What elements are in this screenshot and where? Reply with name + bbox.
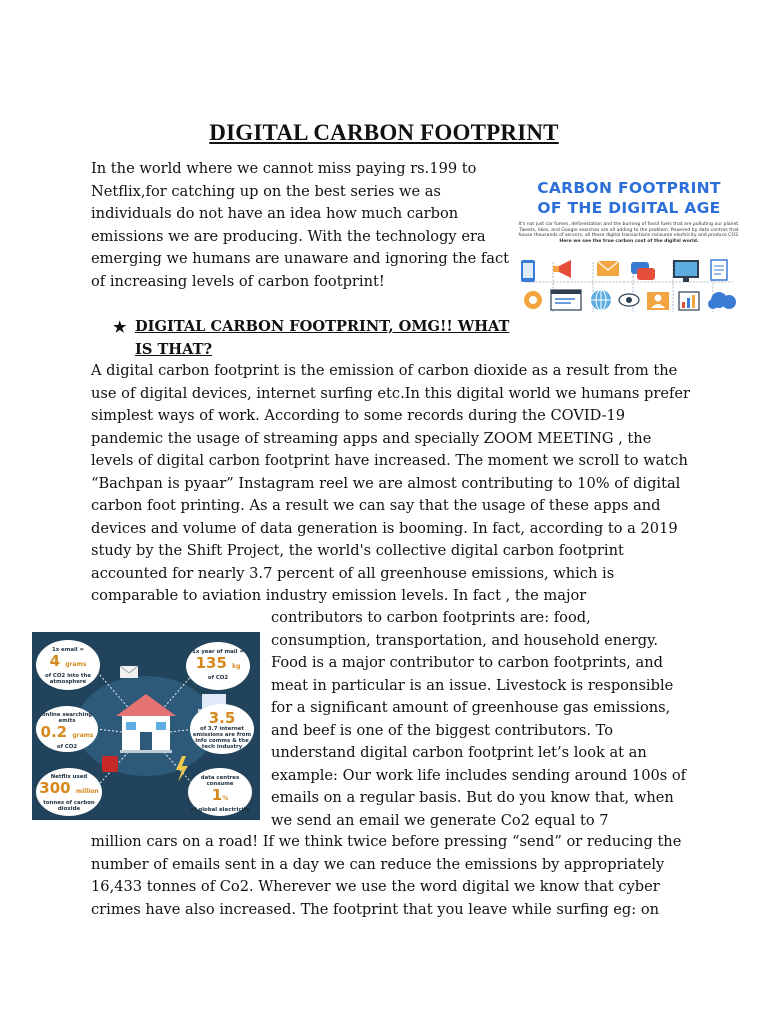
section-heading-text: DIGITAL CARBON FOOTPRINT, OMG!! WHAT IS THAT? [135, 318, 510, 358]
chat-icon [631, 262, 655, 280]
infographic-subtitle: It's not just car fumes, deforestation and the burning of fossil fuels that are polluting our planet. Tweets, likes, and Google searches are all adding to the problem. Powered by data centres that house thousands of servers, all these digital transactions consume electricity and produce CO2. Here we see the true carbon cost of the digital world. [518, 222, 740, 244]
digital-devices-illustration [513, 252, 745, 322]
monitor-icon [673, 260, 699, 282]
internet-stat-bubble: 3.5 of 3.7 internet emissions are from info comms & the tech industry [190, 704, 254, 754]
bar-chart-icon [679, 292, 699, 310]
netflix-icon [102, 756, 118, 772]
user-icon [647, 292, 669, 310]
email-stat-bubble: 1x email = 4 grams of CO2 into the atmosphere [36, 640, 100, 690]
megaphone-icon [553, 260, 571, 278]
globe-icon [591, 290, 611, 310]
intro-paragraph: In the world where we cannot miss paying rs.199 to Netflix,for catching up on the best series we as individuals do not have an idea how much carbon emissions we are producing. With the technology era emerging we humans are unaware and ignoring the fact of increasing levels of carbon footprint! [91, 160, 509, 290]
gear-icon [524, 291, 542, 309]
browser-window-icon [551, 290, 581, 310]
eye-icon [619, 294, 639, 306]
infographic-title [513, 178, 745, 218]
body-paragraph-part3: million cars on a road! If we think twice before pressing “send” or reducing the number of emails sent in a day we can reduce the emissions by appropriately 16,433 tonnes of Co2. Wherever we use the word digital we know that cyber crimes have also increased. The footprint that you leave while surfing eg: on [91, 833, 682, 918]
section-heading [113, 316, 513, 361]
carbon-footprint-digital-age-infographic [513, 170, 745, 322]
star-icon: ★ [113, 318, 127, 336]
cloud-icon [708, 292, 736, 309]
datacentres-stat-bubble: data centres consume 1% of global electricity [188, 768, 252, 816]
mail-stat-bubble: 1x year of mail = 135 kg of CO2 [186, 642, 250, 690]
search-stat-bubble: online searching emits 0.2 grams of CO2 [36, 706, 98, 752]
email-icon [597, 261, 619, 276]
digital-emissions-infographic [32, 632, 260, 820]
infographic-title-line2: OF THE DIGITAL AGE [537, 199, 721, 217]
phone-icon [521, 260, 535, 282]
document-icon [711, 260, 727, 280]
netflix-stat-bubble: Netflix used 300 million tonnes of carbon dioxide [36, 768, 102, 816]
body-paragraph-part1: A digital carbon footprint is the emission of carbon dioxide as a result from the use of digital devices, internet surfing etc.In this digital world we humans prefer simplest ways of work. According to some records during the COVID-19 pandemic the usage of streaming apps and specially ZOOM MEETING , the levels of digital carbon footprint have increased. The moment we scroll to watch “Bachpan is pyaar” Instagram reel we are almost contributing to 10% of digital carbon foot printing. As a result we can say that the usage of these apps and devices and volume of data generation is booming. In fact, according to a 2019 study by the Shift Project, the world's collective digital carbon footprint accounted for nearly 3.7 percent of all greenhouse emissions, which is comparable to aviation industry emission levels. In fact , the major [91, 362, 690, 604]
page-title: DIGITAL CARBON FOOTPRINT [209, 120, 559, 145]
infographic-title-line1: CARBON FOOTPRINT [537, 179, 721, 197]
envelope-icon [120, 666, 138, 678]
body-paragraph-part2: contributors to carbon footprints are: food, consumption, transportation, and household energy. Food is a major contributor to carbon footprints, and meat in particular is an issue. Livestock is responsible for a significant amount of greenhouse gas emissions, and beef is one of the biggest contributors. To understand digital carbon footprint let’s look at an example: Our work life includes sending around 100s of emails on a regular basis. But do you know that, when we send an email we generate Co2 equal to 7 [271, 609, 687, 829]
